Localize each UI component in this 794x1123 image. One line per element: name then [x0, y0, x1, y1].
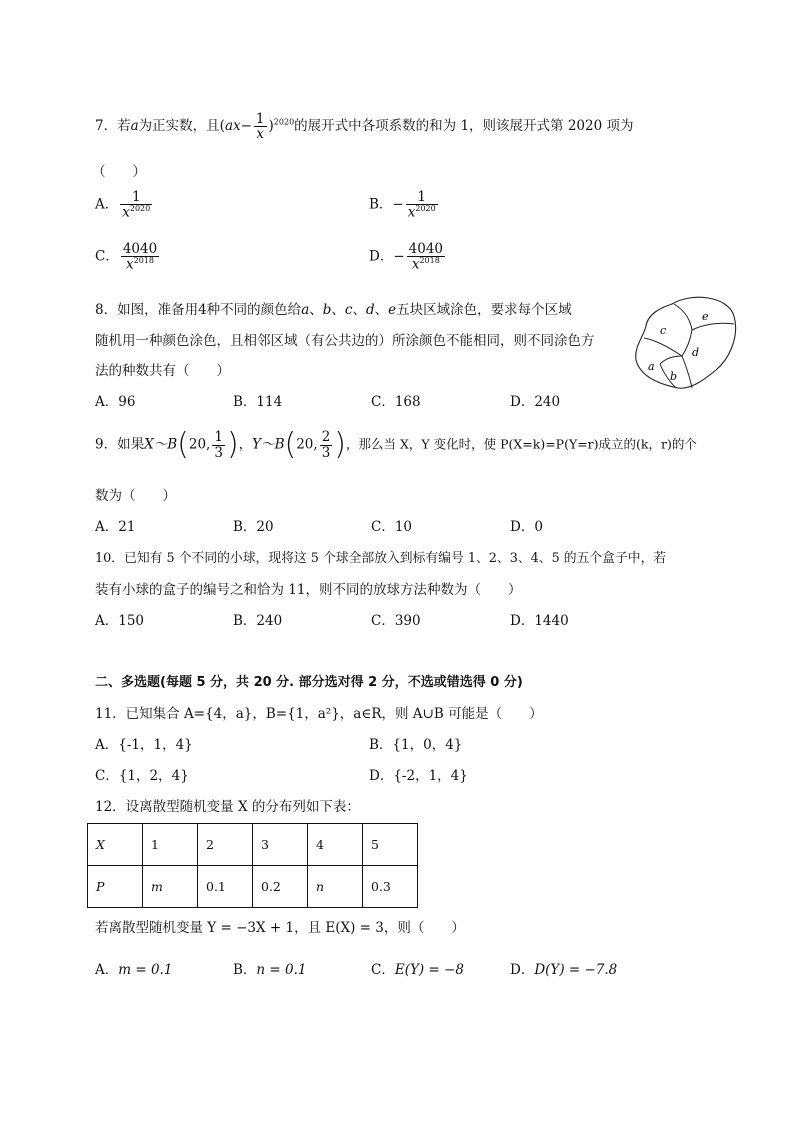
- table-cell: 2: [198, 824, 253, 866]
- q9-stem: 9．如果X～B(20, $\frac{1}{3}$ )，Y～B(20, $\frac{2}{3}$ )，那么当 X，Y 变化时，使 P(X=k)=P(Y=r)成立的(k，r)的个: [95, 427, 697, 462]
- q9-text: ，那么当 X，Y 变化时，使 P(X=k)=P(Y=r)成立的(k，r)的个: [346, 436, 697, 452]
- q11-stem: 11．已知集合 A={4，a}，B={1，a²}，a∈R，则 A∪B 可能是（ ）: [95, 706, 543, 722]
- option-value: {1，2，4}: [118, 768, 189, 784]
- q8-option-d[interactable]: [510, 394, 560, 410]
- option-label: D．: [510, 394, 535, 410]
- q8-option-c[interactable]: [371, 394, 421, 410]
- q9-text: 9．如果: [95, 436, 145, 453]
- q7-option-b[interactable]: [369, 190, 440, 220]
- table-cell: 5: [363, 824, 418, 866]
- frac-num: 1: [214, 429, 223, 446]
- option-label: D．: [510, 519, 535, 535]
- q11-option-a[interactable]: [95, 737, 193, 753]
- q9-dist: ～B: [261, 436, 285, 453]
- q8-region-b: b: [322, 302, 332, 318]
- q12-option-b[interactable]: [233, 962, 306, 978]
- frac-den-exp: 2018: [133, 256, 155, 266]
- option-value: 150: [118, 613, 145, 629]
- figure-label-b: b: [670, 370, 678, 383]
- option-fraction: [406, 190, 438, 220]
- table-cell: X: [88, 824, 143, 866]
- option-fraction: [121, 242, 159, 272]
- q7-fraction: [254, 112, 267, 141]
- figure-boundary-cd: [682, 330, 692, 356]
- option-value: {1，0，4}: [392, 737, 463, 753]
- option-sign: −: [392, 196, 404, 213]
- q8-region-c: c: [344, 302, 353, 318]
- q9-var-x: X: [144, 436, 154, 453]
- q8-region-e: e: [388, 302, 397, 318]
- table-cell: P: [88, 866, 143, 908]
- q10-line1: 10．已知有 5 个不同的小球，现将这 5 个球全部放入到标有编号 1、2、3、4、5 的五个盒子中，若: [95, 551, 667, 566]
- q7-var-a: a: [130, 118, 139, 135]
- frac-num: 2: [321, 429, 331, 446]
- frac-den: 3: [321, 444, 331, 461]
- table-cell: 0.1: [198, 866, 253, 908]
- q8-sep: 、: [374, 302, 389, 318]
- option-label: B．: [369, 737, 393, 753]
- option-label: A．: [95, 196, 119, 213]
- table-cell: 0.2: [253, 866, 308, 908]
- q8-option-b[interactable]: [233, 394, 282, 410]
- option-value: m = 0.1: [118, 962, 173, 978]
- frac-den-base: x: [407, 204, 416, 221]
- option-label: B．: [369, 196, 393, 213]
- q8-sep: 、: [331, 302, 345, 318]
- frac-den-base: x: [126, 256, 134, 273]
- q8-sep: 、: [309, 302, 323, 318]
- q8-region-d: d: [365, 302, 375, 318]
- q9-frac-2: [320, 430, 333, 459]
- q9-option-a[interactable]: [95, 519, 135, 535]
- q7-option-d[interactable]: [369, 242, 447, 272]
- q9-var-y: Y: [252, 436, 262, 453]
- q10-option-a[interactable]: [95, 613, 144, 629]
- option-label: B．: [233, 613, 257, 629]
- q12-distribution-table: [87, 823, 418, 908]
- figure-label-d: d: [692, 346, 700, 359]
- q9-line2: 数为（ ）: [95, 488, 176, 504]
- option-label: A．: [95, 394, 119, 410]
- q9-n: 20: [188, 436, 207, 453]
- figure-outline: [636, 297, 736, 388]
- q8-region-a: a: [301, 302, 310, 318]
- option-value: 21: [118, 519, 136, 535]
- q9-option-b[interactable]: [233, 519, 274, 535]
- q8-line2: 随机用一种颜色涂色，且相邻区域（有公共边的）所涂颜色不能相同，则不同涂色方: [95, 333, 595, 349]
- frac-den-base: x: [122, 204, 130, 221]
- option-value: 240: [256, 613, 283, 629]
- q8-region-figure: [630, 294, 744, 398]
- option-value: D(Y) = −7.8: [534, 962, 618, 978]
- q12-option-d[interactable]: [510, 962, 617, 978]
- q11-option-d[interactable]: [369, 768, 468, 784]
- q12-condition: 若离散型随机变量 Y = −3X + 1，且 E(X) = 3，则（ ）: [95, 920, 465, 936]
- table-cell: n: [308, 866, 363, 908]
- option-value: {-1，1，4}: [118, 737, 193, 753]
- q10-option-c[interactable]: [371, 613, 421, 629]
- option-label: C．: [371, 519, 395, 535]
- option-label: B．: [233, 962, 257, 978]
- q7-stem-part: 7．若: [95, 118, 131, 135]
- q10-option-b[interactable]: [233, 613, 282, 629]
- q7-frac-den: x: [256, 126, 265, 143]
- figure-boundary-bd: [682, 356, 692, 388]
- q7-expr: ax: [224, 118, 241, 135]
- q8-text: 8．如图，准备用4种不同的颜色给: [95, 302, 302, 318]
- q11-option-b[interactable]: [369, 737, 462, 753]
- option-label: C．: [371, 962, 395, 978]
- q7-frac-num: 1: [255, 111, 265, 127]
- option-label: D．: [510, 613, 535, 629]
- frac-den-exp: 2020: [129, 204, 151, 214]
- q12-option-a[interactable]: [95, 962, 172, 978]
- option-value: 96: [118, 394, 136, 410]
- frac-num: 1: [120, 190, 152, 205]
- option-value: 240: [534, 394, 561, 410]
- frac-num: 1: [406, 190, 438, 205]
- q10-option-d[interactable]: [510, 613, 569, 629]
- q9-paren: ): [226, 427, 239, 462]
- figure-label-e: e: [702, 310, 709, 323]
- q7-blank: （ ）: [92, 164, 146, 180]
- q8-line1: [95, 302, 572, 318]
- option-label: C．: [371, 613, 395, 629]
- option-label: B．: [233, 394, 257, 410]
- figure-label-a: a: [648, 360, 655, 373]
- option-value: n = 0.1: [256, 962, 307, 978]
- section-title-multiple-choice: 二、多选题(每题 5 分，共 20 分. 部分选对得 2 分，不选或错选得 0 分): [95, 675, 523, 690]
- q7-minus: −: [240, 118, 252, 135]
- q9-frac-1: [212, 430, 225, 459]
- option-label: A．: [95, 962, 119, 978]
- option-value: 168: [394, 394, 421, 410]
- frac-num: 4040: [122, 241, 158, 257]
- q7-stem: [95, 112, 633, 141]
- option-value: 20: [256, 519, 274, 535]
- option-value: 10: [394, 519, 413, 535]
- frac-den-exp: 2018: [419, 256, 440, 266]
- figure-boundary-ac: [644, 338, 682, 356]
- q9-paren: (: [177, 427, 189, 462]
- figure-boundary-ce: [674, 304, 692, 330]
- q9-n: 20: [296, 436, 314, 453]
- option-label: D．: [369, 768, 394, 784]
- q9-comma: ，: [238, 436, 253, 453]
- figure-boundary-ed: [692, 323, 734, 330]
- option-label: B．: [233, 519, 257, 535]
- table-cell: m: [143, 866, 198, 908]
- option-value: 1440: [534, 613, 569, 629]
- option-value: E(Y) = −8: [394, 962, 464, 978]
- table-cell: 4: [308, 824, 363, 866]
- q7-option-c[interactable]: [95, 242, 161, 272]
- frac-den-exp: 2020: [415, 204, 436, 214]
- frac-den: 3: [214, 444, 223, 461]
- option-value: 0: [534, 519, 543, 535]
- q9-option-c[interactable]: [371, 519, 412, 535]
- figure-label-c: c: [660, 324, 667, 337]
- q9-option-d[interactable]: [510, 519, 543, 535]
- option-fraction: [407, 242, 445, 272]
- table-row: [88, 824, 418, 866]
- table-row: [88, 866, 418, 908]
- q9-dist: ～B: [153, 436, 178, 453]
- option-label: C．: [371, 394, 395, 410]
- q12-stem: 12．设离散型随机变量 X 的分布列如下表：: [95, 799, 360, 815]
- option-label: D．: [510, 962, 535, 978]
- option-label: A．: [95, 519, 119, 535]
- table-cell: 1: [143, 824, 198, 866]
- option-fraction: [120, 190, 152, 220]
- option-label: A．: [95, 613, 119, 629]
- option-label: C．: [95, 768, 119, 784]
- option-label: A．: [95, 737, 119, 753]
- option-value: 114: [256, 394, 283, 410]
- q7-close: ): [268, 118, 274, 135]
- table-cell: 0.3: [363, 866, 418, 908]
- q7-option-a[interactable]: [95, 190, 154, 220]
- option-sign: −: [393, 248, 405, 265]
- q9-paren: (: [284, 427, 297, 462]
- q7-stem-part: 的展开式中各项系数的和为 1，则该展开式第 2020 项为: [294, 118, 634, 135]
- option-label: C．: [95, 248, 119, 265]
- q12-option-c[interactable]: [371, 962, 464, 978]
- option-label: D．: [369, 248, 394, 265]
- q8-option-a[interactable]: [95, 394, 135, 410]
- frac-den-base: x: [411, 256, 420, 273]
- q8-sep: 、: [352, 302, 366, 318]
- q7-stem-part: 为正实数，且(: [138, 118, 225, 135]
- q9-paren: ): [334, 427, 347, 462]
- option-value: {-2，1，4}: [393, 768, 468, 784]
- q10-line2: 装有小球的盒子的编号之和恰为 11，则不同的放球方法种数为（ ）: [95, 582, 522, 598]
- table-cell: 3: [253, 824, 308, 866]
- figure-boundary-ab: [660, 356, 682, 364]
- q11-option-c[interactable]: [95, 768, 189, 784]
- q7-exponent: 2020: [273, 117, 295, 127]
- q8-text: 五块区域涂色，要求每个区域: [396, 302, 572, 318]
- option-value: 390: [394, 613, 421, 629]
- q8-line3: 法的种数共有（ ）: [95, 363, 230, 379]
- frac-num: 4040: [408, 241, 443, 257]
